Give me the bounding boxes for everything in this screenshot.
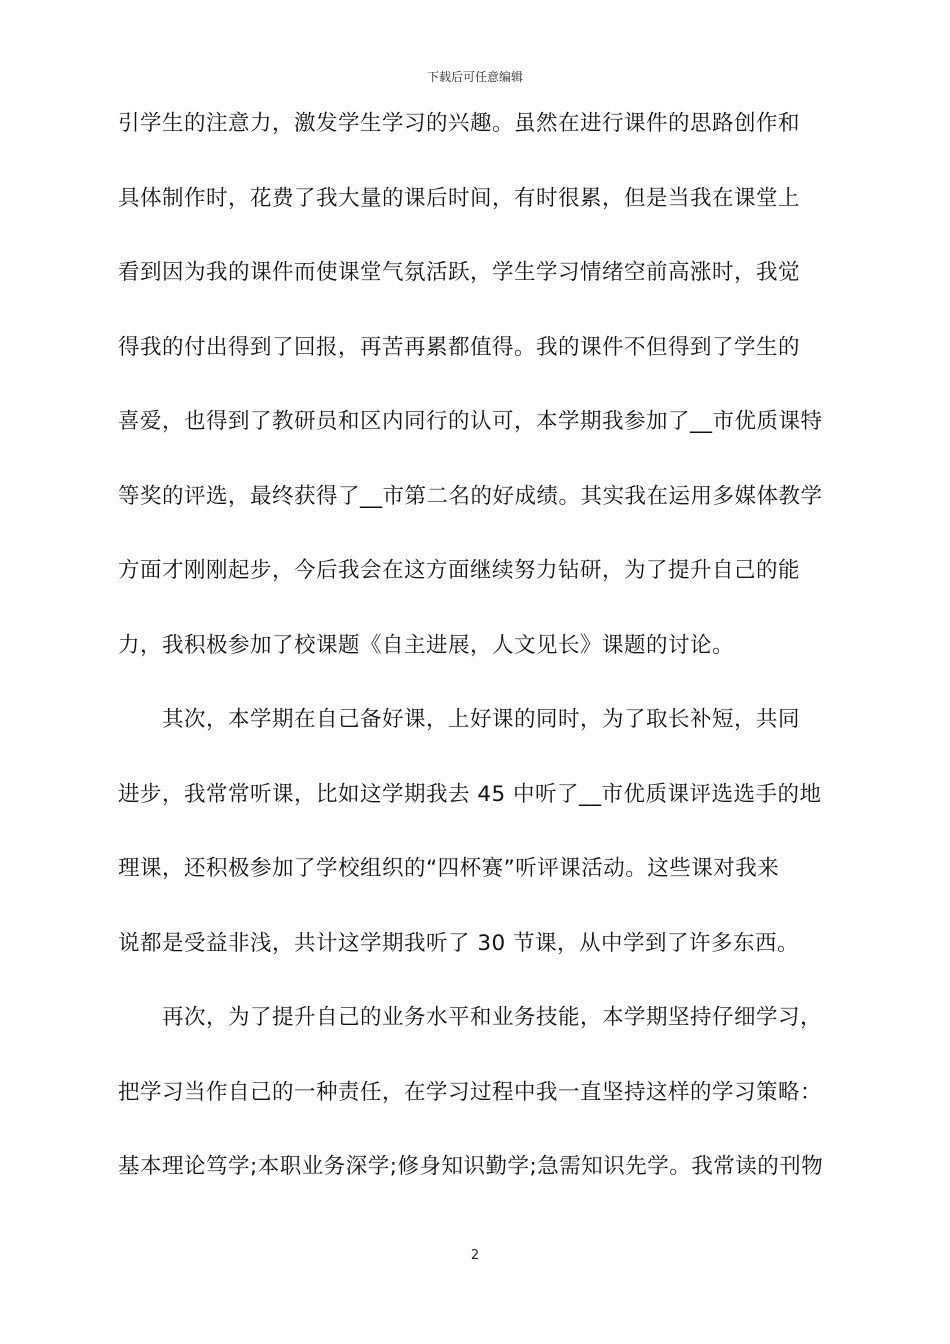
paragraph-start-line: 其次，本学期在自己备好课，上好课的同时，为了取长补短，共同 (162, 707, 801, 732)
text-line: 把学习当作自己的一种责任，在学习过程中我一直坚持这样的学习策略： (118, 1079, 823, 1105)
text-line: 进步，我常常听课，比如这学期我去 45 中听了__市优质课评选选手的地 (118, 781, 822, 807)
text-line: 得我的付出得到了回报，再苦再累都值得。我的课件不但得到了学生的 (118, 334, 801, 360)
text-line: 等奖的评选，最终获得了__市第二名的好成绩。其实我在运用多媒体教学 (118, 483, 823, 509)
text-line: 说都是受益非浅，共计这学期我听了 30 节课，从中学到了许多东西。 (118, 930, 800, 956)
text-line: 方面才刚刚起步，今后我会在这方面继续努力钻研，为了提升自己的能 (118, 558, 801, 583)
paragraph-start-line: 再次，为了提升自己的业务水平和业务技能，本学期坚持仔细学习， (162, 1005, 823, 1030)
page-header: 下载后可任意编辑 (426, 70, 523, 84)
page-number: 2 (470, 1248, 480, 1263)
text-line: 基本理论笃学;本职业务深学;修身知识勤学;急需知识先学。我常读的刊物 (118, 1154, 824, 1179)
text-line: 具体制作时，花费了我大量的课后时间，有时很累，但是当我在课堂上 (118, 185, 801, 211)
text-line: 力，我积极参加了校课题《自主进展，人文见长》课题的讨论。 (118, 632, 735, 658)
document-body (118, 102, 834, 1220)
text-line: 看到因为我的课件而使课堂气氛活跃，学生学习情绪空前高涨时，我觉 (118, 260, 801, 285)
text-line: 喜爱，也得到了教研员和区内同行的认可，本学期我参加了__市优质课特 (118, 409, 823, 434)
text-line: 引学生的注意力，激发学生学习的兴趣。虽然在进行课件的思路创作和 (118, 111, 801, 136)
text-line: 理课，还积极参加了学校组织的“四杯赛”听评课活动。这些课对我来 (118, 856, 780, 881)
